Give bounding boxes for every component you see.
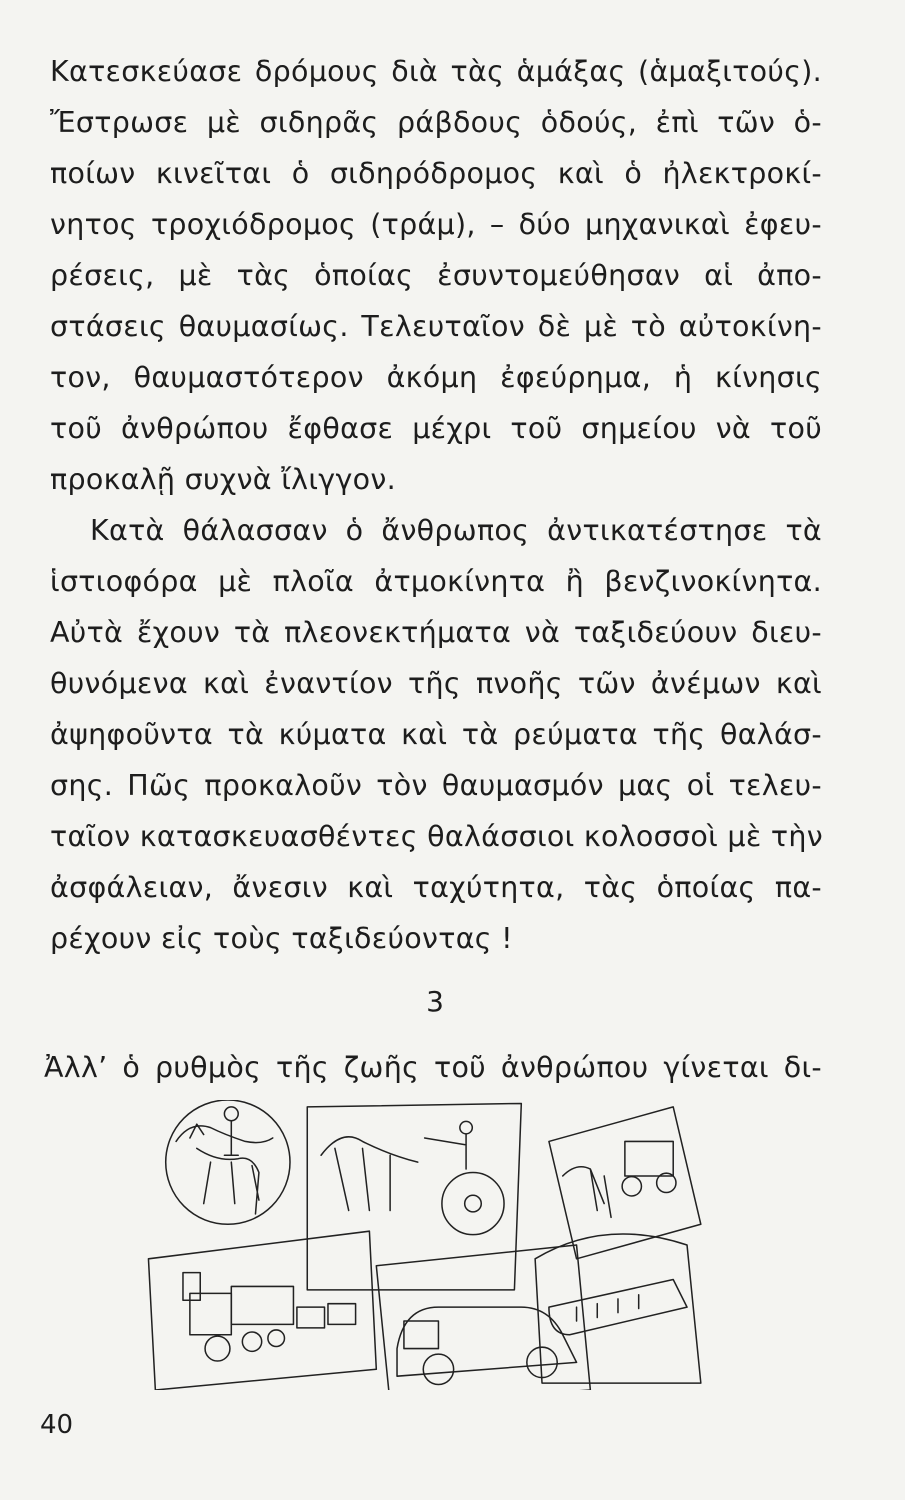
text-line: ρέχουν εἰς τοὺς ταξιδεύοντας ! [50,922,513,955]
section-first-line: Ἀλλ’ ὁ ρυθμὸς τῆς ζωῆς τοῦ ἀνθρώπου γίνεται δι- [44,1051,822,1084]
text-line: ἀψηφοῦντα τὰ κύματα καὶ τὰ ρεύματα τῆς θαλάσ- [50,718,822,751]
text-line: τον, θαυμαστότερον ἀκόμη ἐφεύρημα, ἡ κίνησις [50,361,822,394]
steam-train-panel [148,1231,376,1390]
text-line: ταῖον κατασκευασθέντες θαλάσσιοι κολοσσοὶ μὲ τὴν [50,820,823,853]
text-line: ποίων κινεῖται ὁ σιδηρόδρομος καὶ ὁ ἠλεκτροκί- [50,157,822,190]
text-line: τοῦ ἀνθρώπου ἔφθασε μέχρι τοῦ σημείου νὰ τοῦ [50,412,822,445]
automobile-panel [376,1245,590,1390]
text-line: θυνόμενα καὶ ἐναντίον τῆς πνοῆς τῶν ἀνέμων καὶ [50,667,822,700]
text-line: Κατὰ θάλασσαν ὁ ἄνθρωπος ἀντικατέστησε τὰ [90,514,822,547]
text-line: σης. Πῶς προκαλοῦν τὸν θαυμασμόν μας οἱ τελευ- [50,769,822,802]
section-number: 3 [426,985,444,1018]
text-line: Αὐτὰ ἔχουν τὰ πλεονεκτήματα νὰ ταξιδεύουν διευ- [50,616,822,649]
text-line: προκαλῇ συχνὰ ἴλιγγον. [50,463,396,496]
transport-illustration [20,1100,850,1390]
horse-rider-panel [166,1100,290,1224]
text-line: ἀσφάλειαν, ἄνεσιν καὶ ταχύτητα, τὰς ὁποίας πα- [50,871,822,904]
text-line: στάσεις θαυμασίως. Τελευταῖον δὲ μὲ τὸ αὐτοκίνη- [50,310,822,343]
text-line: ρέσεις, μὲ τὰς ὁποίας ἐσυντομεύθησαν αἱ ἀπο- [50,259,822,292]
text-line: νητος τροχιόδρομος (τράμ), – δύο μηχανικαὶ ἐφευ- [50,208,822,241]
page-number: 40 [40,1410,74,1440]
text-line: Κατεσκεύασε δρόμους διὰ τὰς ἁμάξας (ἁμαξιτούς). [50,55,822,88]
text-line: ἱστιοφόρα μὲ πλοῖα ἀτμοκίνητα ἢ βενζινοκίνητα. [50,565,822,598]
electric-train-panel [535,1234,701,1383]
stagecoach-panel [549,1107,701,1259]
text-line: Ἔστρωσε μὲ σιδηρᾶς ράβδους ὁδούς, ἐπὶ τῶν ὁ- [50,106,822,139]
